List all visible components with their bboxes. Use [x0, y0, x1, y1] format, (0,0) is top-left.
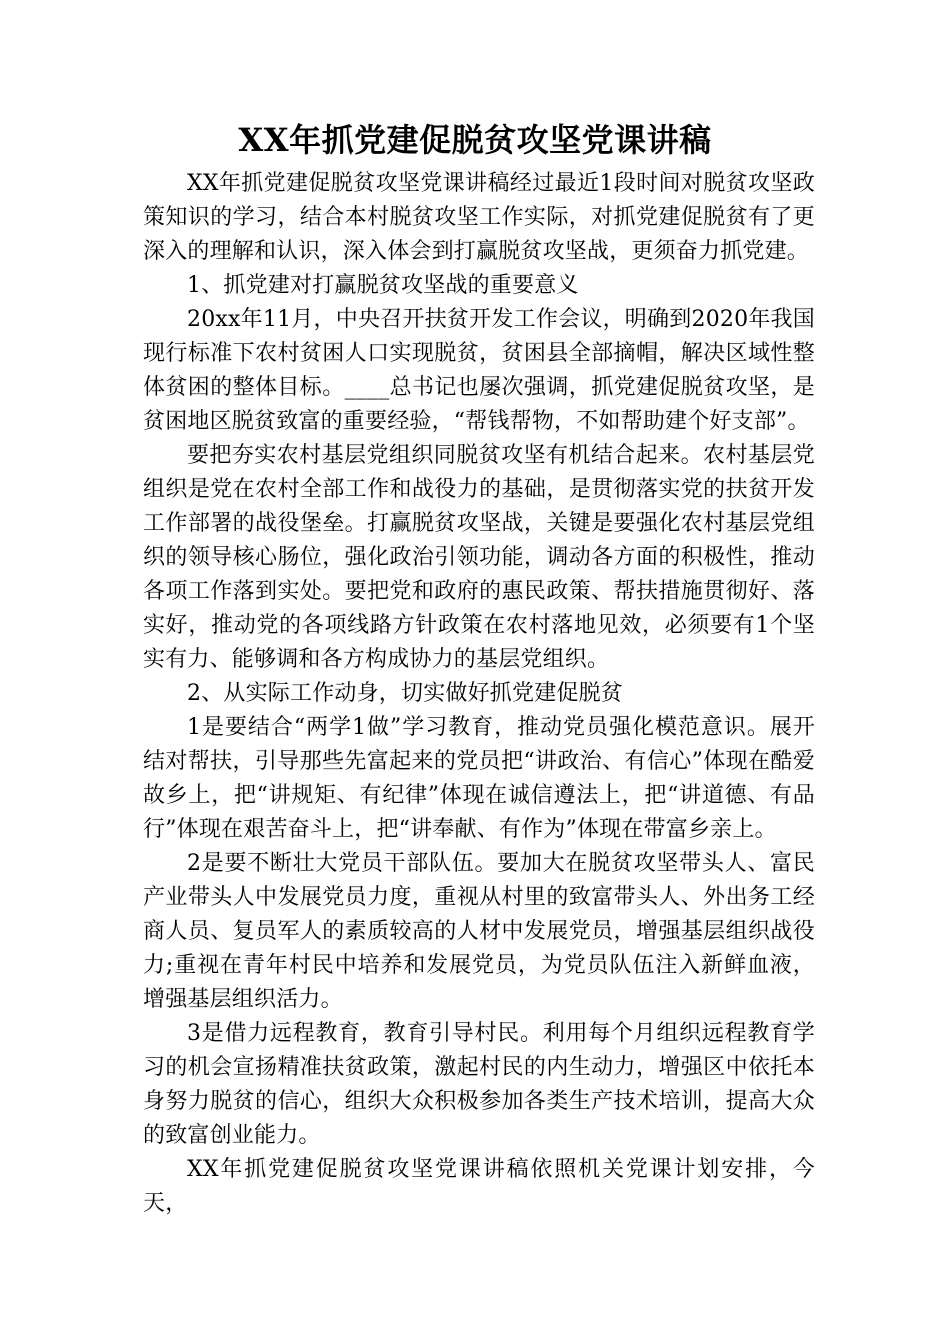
- paragraph-background: 20xx年11月，中央召开扶贫开发工作会议，明确到2020年我国现行标准下农村贫困人口实现脱贫，贫困县全部摘帽，解决区域性整体贫困的整体目标。____总书记也屡次强调，抓党建促脱贫攻坚，是贫困地区脱贫致富的重要经验，“帮钱帮物，不如帮助建个好支部”。: [143, 307, 815, 434]
- intro-paragraph: XX年抓党建促脱贫攻坚党课讲稿经过最近1段时间对脱贫攻坚政策知识的学习，结合本村脱贫攻坚工作实际，对抓党建促脱贫有了更深入的理解和认识，深入体会到打赢脱贫攻坚战，更须奋力抓党建。: [143, 171, 815, 264]
- section-heading-1: 1、抓党建对打赢脱贫攻坚战的重要意义: [187, 273, 579, 298]
- section-heading-2: 2、从实际工作动身，切实做好抓党建促脱贫: [187, 681, 623, 706]
- paragraph-point-3: 3是借力远程教育，教育引导村民。利用每个月组织远程教育学习的机会宣扬精准扶贫政策，激起村民的内生动力，增强区中依托本身努力脱贫的信心，组织大众积极参加各类生产技术培训，提高大众的致富创业能力。: [143, 1021, 815, 1148]
- paragraph-point-1: 1是要结合“两学1做”学习教育，推动党员强化模范意识。展开结对帮扶，引导那些先富起来的党员把“讲政治、有信心”体现在酷爱故乡上，把“讲规矩、有纪律”体现在诚信遵法上，把“讲道德、有品行”体现在艰苦奋斗上，把“讲奉献、有作为”体现在带富乡亲上。: [143, 715, 815, 842]
- paragraph-closing: XX年抓党建促脱贫攻坚党课讲稿依照机关党课计划安排，今天，: [143, 1157, 815, 1216]
- document-body: [143, 167, 815, 1221]
- paragraph-grassroots-organization: 要把夯实农村基层党组织同脱贫攻坚有机结合起来。农村基层党组织是党在农村全部工作和战役力的基础，是贯彻落实党的扶贫开发工作部署的战役堡垒。打赢脱贫攻坚战，关键是要强化农村基层党组织的领导核心肠位，强化政治引领功能，调动各方面的积极性，推动各项工作落到实处。要把党和政府的惠民政策、帮扶措施贯彻好、落实好，推动党的各项线路方针政策在农村落地见效，必须要有1个坚实有力、能够调和各方构成协力的基层党组织。: [143, 443, 815, 672]
- document-title: XX年抓党建促脱贫攻坚党课讲稿: [238, 121, 712, 159]
- paragraph-point-2: 2是要不断壮大党员干部队伍。要加大在脱贫攻坚带头人、富民产业带头人中发展党员力度，重视从村里的致富带头人、外出务工经商人员、复员军人的素质较高的人材中发展党员，增强基层组织战役力;重视在青年村民中培养和发展党员，为党员队伍注入新鲜血液，增强基层组织活力。: [143, 851, 815, 1012]
